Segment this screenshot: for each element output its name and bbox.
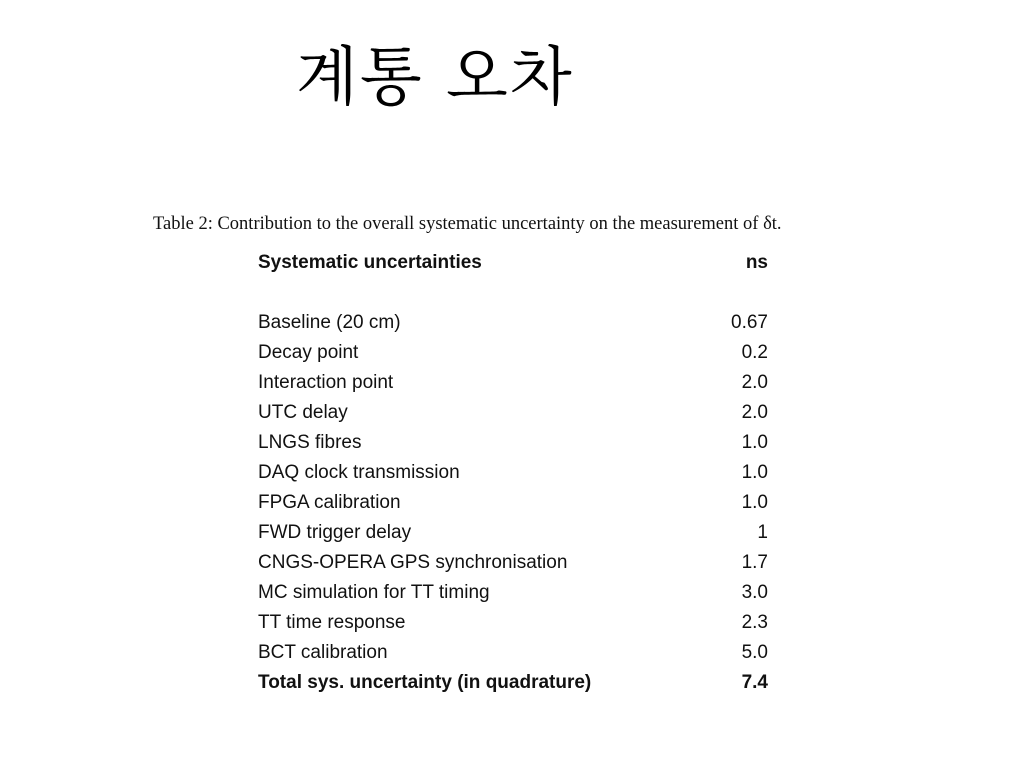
row-label: CNGS-OPERA GPS synchronisation <box>258 552 568 573</box>
table-row <box>258 398 768 428</box>
row-label: Baseline (20 cm) <box>258 312 401 333</box>
row-value: 2.3 <box>741 612 768 633</box>
table-header-row <box>258 248 768 278</box>
row-value: 0.2 <box>741 342 768 363</box>
table-row <box>258 488 768 518</box>
total-label: Total sys. uncertainty (in quadrature) <box>258 672 592 693</box>
row-value: 1.0 <box>741 492 768 513</box>
row-value: 1 <box>757 522 768 543</box>
row-label: LNGS fibres <box>258 432 362 453</box>
row-value: 1.0 <box>741 432 768 453</box>
total-value: 7.4 <box>741 672 768 693</box>
row-value: 5.0 <box>741 642 768 663</box>
row-label: MC simulation for TT timing <box>258 582 490 603</box>
row-value: 1.7 <box>741 552 768 573</box>
row-value: 2.0 <box>741 402 768 423</box>
table-spacer <box>258 278 768 308</box>
row-value: 0.67 <box>731 312 768 333</box>
row-value: 2.0 <box>741 372 768 393</box>
row-label: DAQ clock transmission <box>258 462 460 483</box>
row-label: FPGA calibration <box>258 492 401 513</box>
uncertainty-table <box>258 248 768 698</box>
row-label: FWD trigger delay <box>258 522 412 543</box>
table-row <box>258 308 768 338</box>
row-value: 3.0 <box>741 582 768 603</box>
table-row <box>258 338 768 368</box>
row-label: TT time response <box>258 612 406 633</box>
row-label: Interaction point <box>258 372 394 393</box>
row-label: Decay point <box>258 342 359 363</box>
table-row <box>258 638 768 668</box>
table-row <box>258 578 768 608</box>
header-unit: ns <box>745 252 768 273</box>
table-row <box>258 608 768 638</box>
row-value: 1.0 <box>741 462 768 483</box>
header-label: Systematic uncertainties <box>258 252 482 273</box>
table-row <box>258 428 768 458</box>
table-row <box>258 368 768 398</box>
row-label: UTC delay <box>258 402 348 423</box>
table-row <box>258 458 768 488</box>
table-row <box>258 518 768 548</box>
table-row <box>258 548 768 578</box>
total-row <box>258 668 768 698</box>
row-label: BCT calibration <box>258 642 388 663</box>
table-caption: Table 2: Contribution to the overall systematic uncertainty on the measurement of δt. <box>153 214 782 234</box>
slide-title: 계통 오차 <box>296 41 574 115</box>
